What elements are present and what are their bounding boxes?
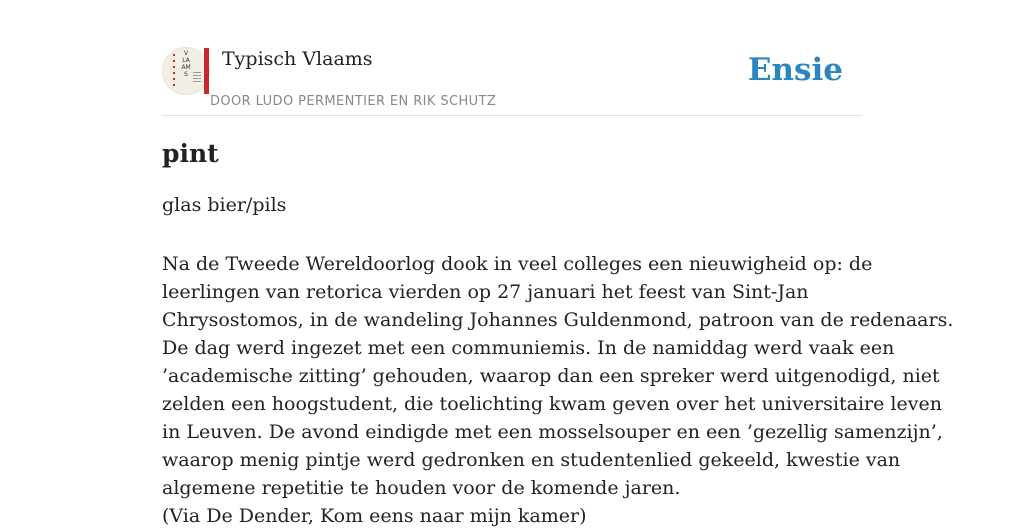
body-line: zelden een hoogstudent, die toelichting kwam geven over het universitaire leven <box>162 393 942 415</box>
ensie-logo-link[interactable]: Ensie <box>747 52 843 88</box>
body-line: waarop menig pintje werd gedronken en studentenlied gekeeld, kwestie van <box>162 449 901 471</box>
source-line: (Via De Dender, Kom eens naar mijn kamer) <box>162 505 587 527</box>
body-line: Chrysostomos, in de wandeling Johannes Guldenmond, patroon van de redenaars. <box>162 309 954 331</box>
body-line: Na de Tweede Wereldoorlog dook in veel colleges een nieuwigheid op: de <box>162 253 873 275</box>
entry-definition: glas bier/pils <box>162 194 287 216</box>
book-title-link[interactable]: Typisch Vlaams <box>222 48 373 70</box>
body-line: leerlingen van retorica vierden op 27 januari het feest van Sint-Jan <box>162 281 809 303</box>
entry-word: pint <box>162 139 219 168</box>
cover-lettering: V LA AM S <box>181 50 191 78</box>
book-cover-image[interactable] <box>162 47 210 95</box>
body-line: ’academische zitting’ gehouden, waarop dan een spreker werd uitgenodigd, niet <box>162 365 940 387</box>
header <box>162 40 862 116</box>
book-authors: DOOR LUDO PERMENTIER EN RIK SCHUTZ <box>210 94 497 109</box>
cover-text-lines <box>193 72 201 82</box>
body-line: in Leuven. De avond eindigde met een mosselsouper en een ’gezellig samenzijn’, <box>162 421 943 443</box>
cover-decoration <box>173 54 175 88</box>
entry-body <box>162 250 954 530</box>
body-line: De dag werd ingezet met een communiemis. In de namiddag werd vaak een <box>162 337 895 359</box>
body-line: algemene repetitie te houden voor de komende jaren. <box>162 477 681 499</box>
cover-spine <box>204 48 209 94</box>
